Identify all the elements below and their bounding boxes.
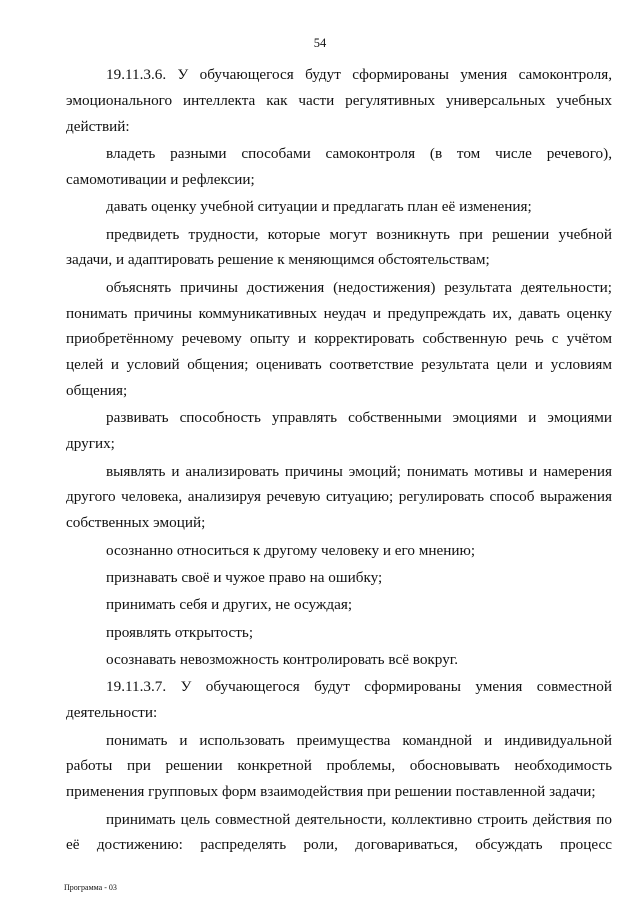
paragraph-manage-emotions: развивать способность управлять собственными эмоциями и эмоциями других; [66, 409, 612, 453]
footer-label: Программа - 03 [64, 883, 117, 892]
paragraph-explain-results: объяснять причины достижения (недостижения) результата деятельности; понимать причины коммуникативных неудач и предупреждать их, давать оценку приобретённому речевому опыту и корректировать собственную речь с учётом целей и условий общения; оценивать соответствие результата цели и условиям общения; [66, 278, 612, 399]
paragraph-self-control-methods: владеть разными способами самоконтроля (в том числе речевого), самомотивации и рефлексии; [66, 144, 612, 188]
paragraph-section-19-11-3-7: 19.11.3.7. У обучающегося будут сформированы умения совместной деятельности: [66, 678, 612, 722]
paragraph-analyze-emotions: выявлять и анализировать причины эмоций; понимать мотивы и намерения другого человека, анализируя речевую ситуацию; регулировать способ выражения собственных эмоций; [66, 462, 612, 532]
paragraph-right-to-mistake: признавать своё и чужое право на ошибку; [106, 568, 383, 586]
paragraph-respect-others: осознанно относиться к другому человеку и его мнению; [106, 541, 476, 559]
paragraph-openness: проявлять открытость; [106, 623, 254, 641]
paragraph-section-19-11-3-6: 19.11.3.6. У обучающегося будут сформированы умения самоконтроля, эмоционального интеллекта как части регулятивных универсальных учебных действий: [66, 66, 612, 135]
page-number: 54 [313, 36, 327, 50]
paragraph-joint-goal: принимать цель совместной деятельности, коллективно строить действия по её достижению: распределять роли, договариваться, обсуждать процесс [66, 810, 612, 854]
paragraph-accept-self: принимать себя и других, не осуждая; [106, 596, 353, 614]
paragraph-foresee-difficulties: предвидеть трудности, которые могут возникнуть при решении учебной задачи, и адаптировать решение к меняющимся обстоятельствам; [66, 225, 612, 269]
paragraph-cannot-control: осознавать невозможность контролировать всё вокруг. [106, 651, 459, 669]
document-body [66, 62, 612, 860]
paragraph-team-work: понимать и использовать преимущества командной и индивидуальной работы при решении конкретной проблемы, обосновывать необходимость применения групповых форм взаимодействия при решении поставленной задачи; [66, 731, 612, 801]
paragraph-assess-situation: давать оценку учебной ситуации и предлагать план её изменения; [106, 198, 532, 216]
